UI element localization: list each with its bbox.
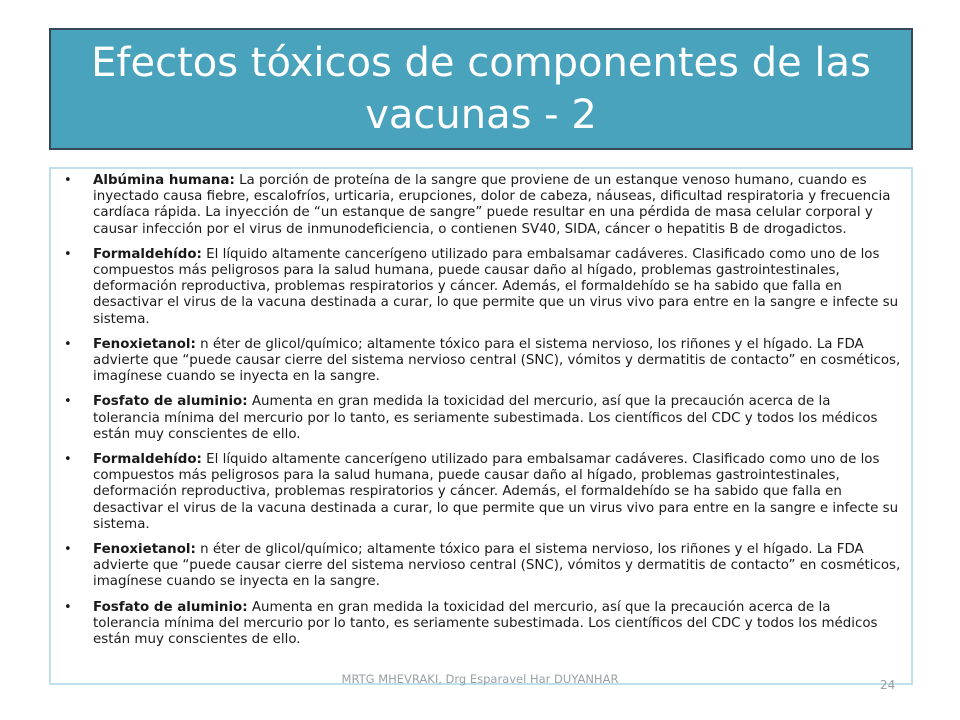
list-item xyxy=(51,247,901,328)
list-item xyxy=(51,337,901,386)
slide-body xyxy=(49,167,913,685)
list-item xyxy=(51,542,901,591)
list-item xyxy=(51,452,901,533)
bullet-icon: • xyxy=(64,173,72,188)
item-term: Albúmina humana: xyxy=(93,173,235,188)
bullet-icon: • xyxy=(64,246,72,262)
page-number: 24 xyxy=(880,678,896,692)
item-term: Formaldehído: xyxy=(93,246,202,262)
list-item xyxy=(51,600,901,649)
bullet-list xyxy=(51,169,911,648)
bullet-icon: • xyxy=(64,336,72,352)
bullet-icon: • xyxy=(64,599,72,615)
item-text: n éter de glicol/químico; altamente tóxico para el sistema nervioso, los riñones y el hígado. La FDA advierte que “puede causar cierre del sistema nervioso central (SNC), vómitos y dermatitis de contacto” en cosméticos, imagínese cuando se inyecta en la sangre. xyxy=(93,336,901,385)
slide-footer: MRTG MHEVRAKI, Drg Esparavel Har DUYANHAR xyxy=(341,672,619,686)
slide-title: Efectos tóxicos de componentes de las vacunas - 2 xyxy=(91,40,871,138)
bullet-icon: • xyxy=(64,452,72,468)
slide-title-box xyxy=(49,28,913,150)
item-text: El líquido altamente cancerígeno utilizado para embalsamar cadáveres. Clasificado como uno de los compuestos más peligrosos para la salud humana, puede causar daño al hígado, problemas gastrointestinales, deformación reproductiva, problemas respiratorios y cáncer. Además, el formaldehído se ha sabido que falla en desactivar el virus de la vacuna destinada a curar, lo que permite que un virus vivo para entre en la sangre e infecte su sistema. xyxy=(93,452,899,532)
item-term: Formaldehído: xyxy=(93,452,202,468)
item-text: La porción de proteína de la sangre que proviene de un estanque venoso humano, cuando es inyectado causa fiebre, escalofríos, urticaria, erupciones, dolor de cabeza, náuseas, dificultad respiratoria y frecuencia cardíaca rápida. La inyección de “un estanque de sangre” puede resultar en una pérdida de masa celular corporal y causar infección por el virus de inmunodeficiencia, o contienen SV40, SIDA, cáncer o hepatitis B de drogadictos. xyxy=(93,173,891,237)
item-term: Fenoxietanol: xyxy=(93,542,196,558)
item-term: Fosfato de aluminio: xyxy=(93,394,248,410)
bullet-icon: • xyxy=(64,542,72,558)
list-item xyxy=(51,173,901,238)
list-item xyxy=(51,394,901,443)
item-text: n éter de glicol/químico; altamente tóxico para el sistema nervioso, los riñones y el hígado. La FDA advierte que “puede causar cierre del sistema nervioso central (SNC), vómitos y dermatitis de contacto” en cosméticos, imagínese cuando se inyecta en la sangre. xyxy=(93,542,901,590)
item-text: Aumenta en gran medida la toxicidad del mercurio, así que la precaución acerca de la tolerancia mínima del mercurio por lo tanto, es seriamente subestimada. Los científicos del CDC y todos los médicos están muy conscientes de ello. xyxy=(93,599,878,648)
item-term: Fosfato de aluminio: xyxy=(93,599,248,615)
item-text: El líquido altamente cancerígeno utilizado para embalsamar cadáveres. Clasificado como uno de los compuestos más peligrosos para la salud humana, puede causar daño al hígado, problemas gastrointestinales, deformación reproductiva, problemas respiratorios y cáncer. Además, el formaldehído se ha sabido que falla en desactivar el virus de la vacuna destinada a curar, lo que permite que un virus vivo para entre en la sangre e infecte su sistema. xyxy=(93,246,899,327)
bullet-icon: • xyxy=(64,394,72,410)
item-text: Aumenta en gran medida la toxicidad del mercurio, así que la precaución acerca de la tolerancia mínima del mercurio por lo tanto, es seriamente subestimada. Los científicos del CDC y todos los médicos están muy conscientes de ello. xyxy=(93,394,878,442)
item-term: Fenoxietanol: xyxy=(93,336,196,352)
